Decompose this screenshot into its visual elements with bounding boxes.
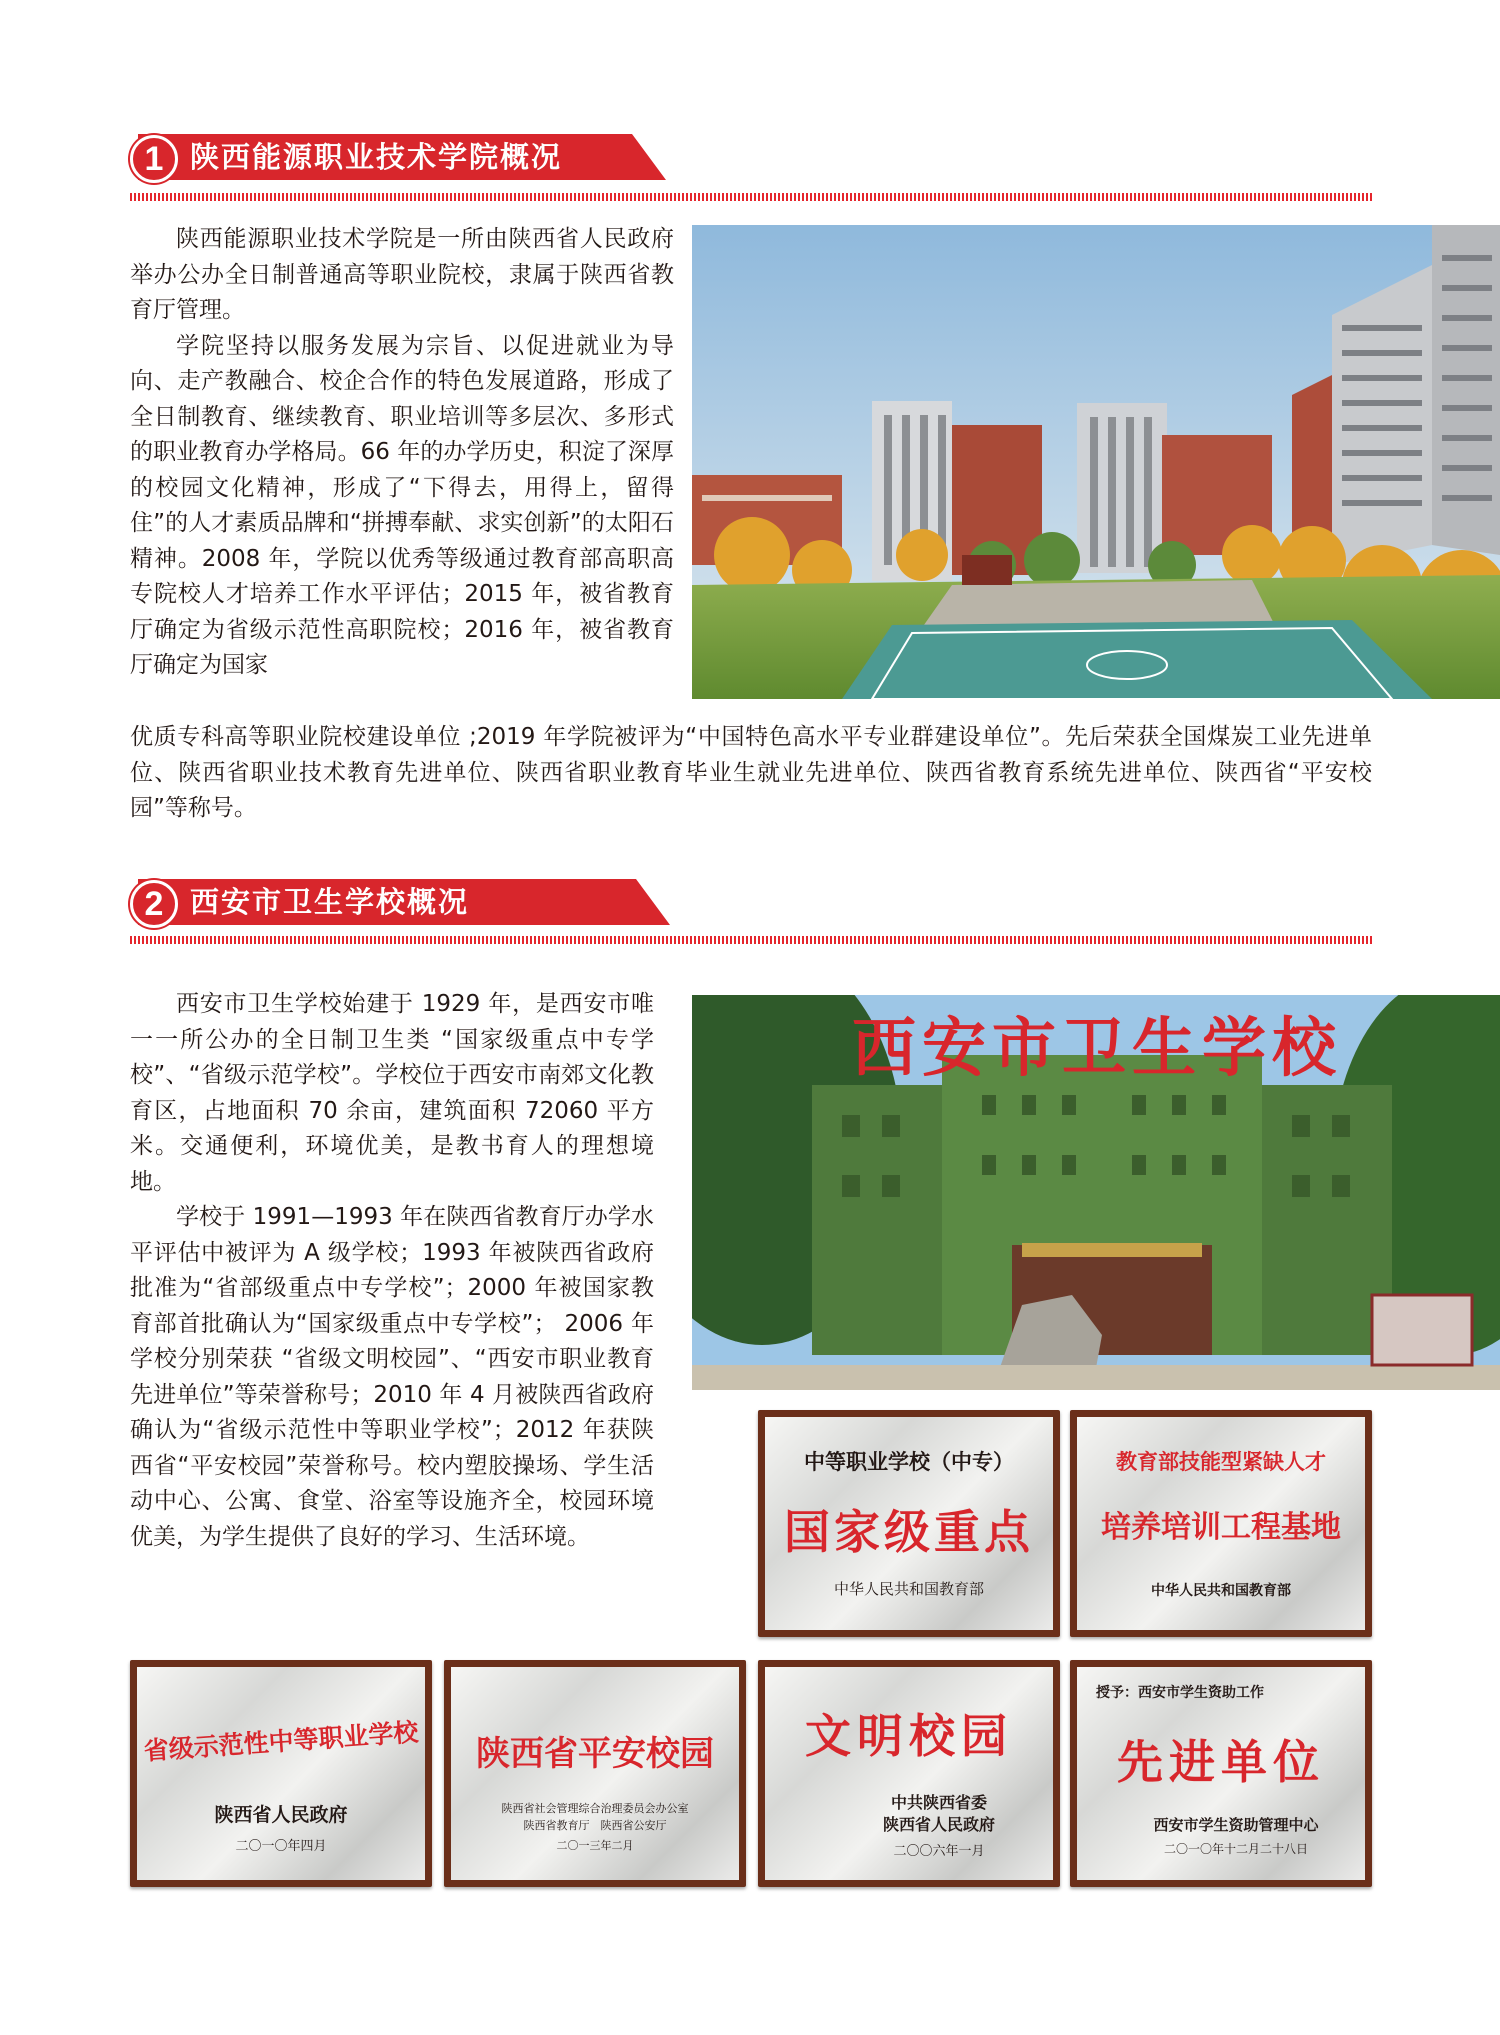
plaque-2-main-text: 培养培训工程基地	[1101, 1510, 1341, 1545]
section1-paragraph-1: 陕西能源职业技术学院是一所由陕西省人民政府举办公办全日制普通高等职业院校，隶属于陕西省教育厅管理。	[130, 226, 674, 323]
section2-text-column	[130, 987, 654, 1555]
plaque-3-date: 二〇一〇年四月	[235, 1839, 327, 1854]
plaque-skills-training-base	[1070, 1410, 1372, 1637]
plaque-6-top-text: 授予：西安市学生资助工作	[1096, 1685, 1264, 1701]
plaque-2-issuer: 中华人民共和国教育部	[1151, 1583, 1291, 1599]
plaque-5-issuer-line-1: 中共陕西省委	[890, 1793, 987, 1812]
building-rooftop-sign: 西安市卫生学校	[852, 1011, 1342, 1086]
plaque-3-issuer: 陕西省人民政府	[214, 1804, 348, 1826]
plaque-4-date: 二〇一三年二月	[556, 1839, 634, 1852]
campus-rendering-image	[692, 225, 1500, 699]
plaque-national-key-school	[758, 1410, 1060, 1637]
plaque-6-date: 二〇一〇年十二月二十八日	[1163, 1842, 1308, 1856]
section1-paragraph-2: 学院坚持以服务发展为宗旨、以促进就业为导向、走产教融合、校企合作的特色发展道路，形成了全日制教育、继续教育、职业培训等多层次、多形式的职业教育办学格局。66 年的办学历史，积淀了深厚的校园文化精神，形成了“下得去，用得上，留得住”的人才素质品牌和“拼搏奉献、求实创新”的太阳石精神。2008 年，学院以优秀等级通过教育部高职高专院校人才培养工作水平评估；2015 年，被省教育厅确定为省级示范性高职院校；2016 年，被省教育厅确定为国家	[130, 332, 674, 678]
section2-paragraph-1: 西安市卫生学校始建于 1929 年，是西安市唯一一所公办的全日制卫生类 “国家级重点中专学校”、“省级示范学校”。学校位于西安市南郊文化教育区，占地面积 70 余亩，建筑面积 72060 平方米。交通便利，环境优美，是教书育人的理想境地。	[130, 991, 654, 1195]
plaque-4-issuer-line-2: 陕西省教育厅 陕西省公安厅	[523, 1819, 667, 1832]
section1-title: 陕西能源职业技术学院概况	[190, 140, 563, 174]
plaque-4-main-text: 陕西省平安校园	[476, 1734, 714, 1774]
section1-number-badge: 1	[130, 135, 178, 183]
plaque-2-top-text: 教育部技能型紧缺人才	[1116, 1450, 1326, 1474]
section2-number-badge: 2	[130, 880, 178, 928]
plaque-advanced-unit	[1070, 1660, 1372, 1887]
section2-title: 西安市卫生学校概况	[190, 885, 470, 919]
plaque-civilized-campus	[758, 1660, 1060, 1887]
section2-divider	[130, 936, 1372, 944]
plaque-6-main-text: 先进单位	[1117, 1735, 1325, 1789]
plaque-1-main-text: 国家级重点	[784, 1505, 1034, 1559]
plaque-5-date: 二〇〇六年一月	[893, 1844, 985, 1859]
plaque-3-main-text: 省级示范性中等职业学校	[142, 1717, 420, 1766]
section1-fullwidth-text	[130, 720, 1372, 827]
plaque-4-issuer-line-1: 陕西省社会管理综合治理委员会办公室	[501, 1802, 689, 1815]
plaque-provincial-demonstration-school	[130, 1660, 432, 1887]
section1-paragraph-2-continued: 优质专科高等职业院校建设单位 ;2019 年学院被评为“中国特色高水平专业群建设单位”。先后荣获全国煤炭工业先进单位、陕西省职业技术教育先进单位、陕西省职业教育毕业生就业先进单位、陕西省教育系统先进单位、陕西省“平安校园”等称号。	[130, 724, 1372, 821]
section2-paragraph-2: 学校于 1991—1993 年在陕西省教育厅办学水平评估中被评为 A 级学校；1993 年被陕西省政府批准为“省部级重点中专学校”；2000 年被国家教育部首批确认为“国家级重点中专学校”； 2006 年学校分别荣获 “省级文明校园”、“西安市职业教育先进单位”等荣誉称号；2010 年 4 月被陕西省政府确认为“省级示范性中等职业学校”；2012 年获陕西省“平安校园”荣誉称号。校内塑胶操场、学生活动中心、公寓、食堂、浴室等设施齐全，校园环境优美，为学生提供了良好的学习、生活环境。	[130, 1204, 654, 1550]
plaque-safe-campus	[444, 1660, 746, 1887]
plaque-5-main-text: 文明校园	[805, 1709, 1013, 1763]
section1-text-column	[130, 222, 674, 684]
school-building-photo	[692, 995, 1500, 1390]
plaque-6-issuer: 西安市学生资助管理中心	[1153, 1816, 1319, 1834]
section1-divider	[130, 193, 1372, 201]
plaque-1-issuer: 中华人民共和国教育部	[833, 1580, 984, 1598]
plaque-5-issuer-line-2: 陕西省人民政府	[882, 1815, 995, 1834]
plaque-1-top-text: 中等职业学校（中专）	[804, 1449, 1014, 1474]
